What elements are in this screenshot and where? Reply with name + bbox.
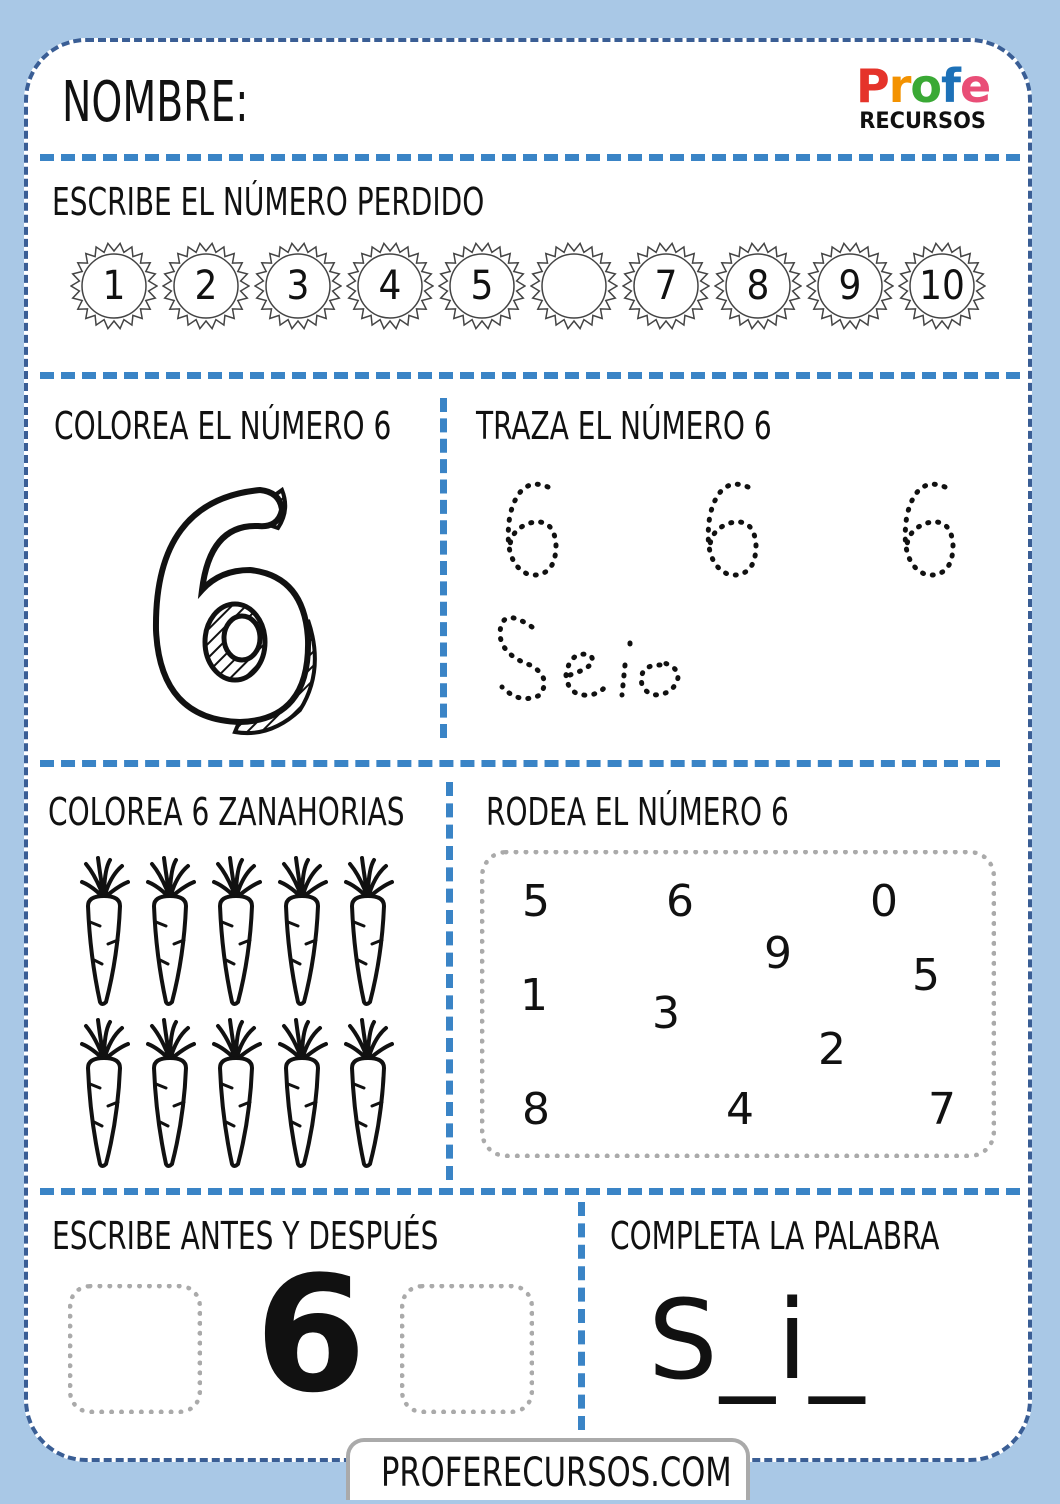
sun-number-label: 4	[378, 263, 402, 309]
circle-title: RODEA EL NÚMERO 6	[486, 790, 789, 834]
carrot-icon[interactable]	[210, 856, 262, 1010]
sun-number-label: 1	[102, 263, 126, 309]
carrot-icon[interactable]	[210, 1018, 262, 1172]
divider-vertical-1	[440, 398, 447, 738]
sun-number-label: 8	[746, 263, 770, 309]
logo-profe	[856, 59, 991, 113]
sun-number-label: 2	[194, 263, 218, 309]
before-after-title: ESCRIBE ANTES Y DESPUÉS	[52, 1214, 439, 1258]
circle-number[interactable]: 0	[870, 876, 898, 927]
sun-number-label: 7	[654, 263, 678, 309]
carrot-icon[interactable]	[342, 856, 394, 1010]
footer-tab	[346, 1438, 750, 1500]
divider-2	[40, 372, 1020, 379]
sun-number-label: 3	[286, 263, 310, 309]
after-box[interactable]	[400, 1284, 534, 1414]
logo-letter: r	[888, 59, 911, 113]
sun-number	[346, 242, 434, 330]
carrot-grid	[78, 856, 428, 1176]
carrot-icon[interactable]	[78, 856, 130, 1010]
sun-number-label: 9	[838, 263, 862, 309]
circle-number[interactable]: 5	[522, 876, 550, 927]
sun-number[interactable]	[530, 242, 618, 330]
before-box[interactable]	[68, 1284, 202, 1414]
circle-number[interactable]: 7	[928, 1084, 956, 1135]
circle-number[interactable]: 3	[652, 988, 680, 1039]
complete-word-title: COMPLETA LA PALABRA	[610, 1214, 940, 1258]
color-number-title: COLOREA EL NÚMERO 6	[54, 404, 392, 448]
carrot-icon[interactable]	[342, 1018, 394, 1172]
logo-letter: o	[910, 59, 942, 113]
circle-number[interactable]: 1	[520, 970, 548, 1021]
trace-title: TRAZA EL NÚMERO 6	[476, 404, 772, 448]
trace-area	[490, 465, 1010, 725]
carrot-icon[interactable]	[144, 1018, 196, 1172]
sun-number	[70, 242, 158, 330]
sun-number-label	[530, 242, 618, 330]
missing-number-title: ESCRIBE EL NÚMERO PERDIDO	[52, 180, 485, 224]
logo-letter: P	[856, 59, 889, 113]
divider-3	[40, 760, 1000, 767]
footer-site[interactable]: PROFERECURSOS.COM	[380, 1450, 732, 1496]
circle-number[interactable]: 2	[818, 1024, 846, 1075]
sun-number	[622, 242, 710, 330]
divider-vertical-2	[446, 782, 453, 1180]
sun-number	[254, 242, 342, 330]
sun-number	[162, 242, 250, 330]
sun-number-row	[70, 242, 990, 338]
logo-letter: e	[960, 59, 991, 113]
outline-six-icon	[140, 470, 340, 740]
sun-number	[438, 242, 526, 330]
incomplete-word: S_i_	[648, 1276, 867, 1404]
divider-top	[40, 154, 1020, 161]
circle-number[interactable]: 4	[726, 1084, 754, 1135]
circle-number[interactable]: 9	[764, 928, 792, 979]
sun-number	[714, 242, 802, 330]
logo-recursos: RECURSOS	[859, 109, 986, 134]
sun-number	[806, 242, 894, 330]
carrot-icon[interactable]	[276, 856, 328, 1010]
center-number: 6	[255, 1241, 367, 1428]
sun-number-label: 5	[470, 263, 494, 309]
sun-number	[898, 242, 986, 330]
name-label: NOMBRE:	[62, 70, 249, 135]
carrot-icon[interactable]	[276, 1018, 328, 1172]
circle-number[interactable]: 8	[522, 1084, 550, 1135]
sun-number-label: 10	[919, 263, 965, 309]
circle-number[interactable]: 5	[912, 950, 940, 1001]
carrot-icon[interactable]	[144, 856, 196, 1010]
carrot-icon[interactable]	[78, 1018, 130, 1172]
divider-vertical-3	[578, 1202, 585, 1430]
carrots-title: COLOREA 6 ZANAHORIAS	[48, 790, 405, 834]
circle-number[interactable]: 6	[666, 876, 694, 927]
logo	[856, 59, 991, 134]
divider-4	[40, 1188, 1020, 1195]
logo-letter: f	[941, 59, 961, 113]
